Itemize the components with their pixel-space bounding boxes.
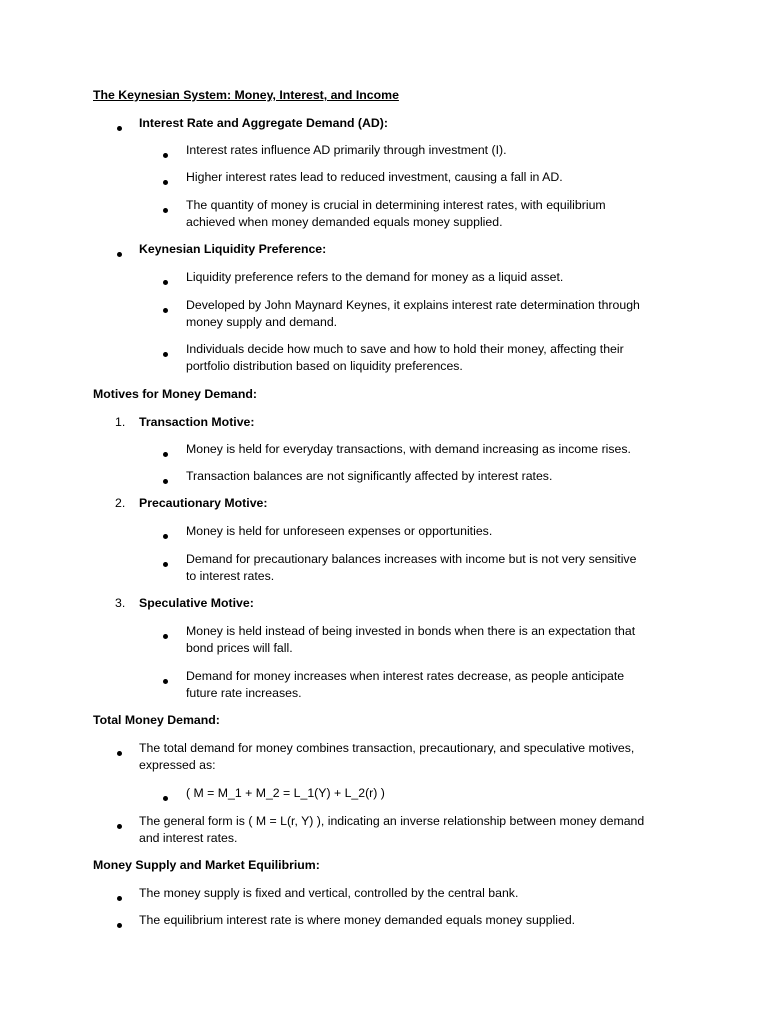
bullet-icon	[163, 301, 168, 318]
bullet-icon	[163, 445, 168, 462]
list-item: Higher interest rates lead to reduced investment, causing a fall in AD.	[186, 170, 563, 184]
list-item: The equilibrium interest rate is where money demanded equals money supplied.	[139, 913, 576, 927]
section-heading: Motives for Money Demand:	[93, 387, 257, 401]
bullet-icon	[163, 345, 168, 362]
list-item: The total demand for money combines transaction, precautionary, and speculative motives,	[139, 741, 635, 755]
list-item-continued: money supply and demand.	[186, 315, 338, 329]
bullet-icon	[117, 744, 122, 761]
list-item: The quantity of money is crucial in determining interest rates, with equilibrium	[186, 198, 606, 212]
list-number: 3.	[115, 596, 126, 610]
bullet-icon	[117, 916, 122, 933]
list-number: 2.	[115, 496, 126, 510]
list-item-continued: portfolio distribution based on liquidity preferences.	[186, 359, 463, 373]
list-item: Developed by John Maynard Keynes, it explains interest rate determination through	[186, 298, 640, 312]
section-heading: Interest Rate and Aggregate Demand (AD):	[139, 116, 388, 130]
list-item: Individuals decide how much to save and how to hold their money, affecting their	[186, 342, 624, 356]
bullet-icon	[163, 273, 168, 290]
bullet-icon	[163, 789, 168, 806]
list-item: Interest rates influence AD primarily through investment (I).	[186, 143, 507, 157]
section-heading: Money Supply and Market Equilibrium:	[93, 858, 320, 872]
list-item: Demand for precautionary balances increases with income but is not very sensitive	[186, 552, 637, 566]
list-item: Money is held for unforeseen expenses or opportunities.	[186, 524, 493, 538]
subsection-heading: Precautionary Motive:	[139, 496, 268, 510]
bullet-icon	[163, 555, 168, 572]
list-item-continued: expressed as:	[139, 758, 216, 772]
formula: ( M = M_1 + M_2 = L_1(Y) + L_2(r) )	[186, 786, 385, 800]
subsection-heading: Transaction Motive:	[139, 415, 255, 429]
list-item: Money is held for everyday transactions, with demand increasing as income rises.	[186, 442, 631, 456]
list-item-continued: achieved when money demanded equals money supplied.	[186, 215, 503, 229]
list-item: Money is held instead of being invested in bonds when there is an expectation that	[186, 624, 636, 638]
bullet-icon	[163, 201, 168, 218]
bullet-icon	[117, 817, 122, 834]
bullet-icon	[163, 472, 168, 489]
list-item: Transaction balances are not significantly affected by interest rates.	[186, 469, 553, 483]
list-item-continued: and interest rates.	[139, 831, 238, 845]
bullet-icon	[117, 119, 122, 136]
bullet-icon	[163, 627, 168, 644]
list-item-continued: to interest rates.	[186, 569, 275, 583]
subsection-heading: Speculative Motive:	[139, 596, 254, 610]
document-title: The Keynesian System: Money, Interest, and Income	[93, 88, 399, 102]
list-item: Demand for money increases when interest rates decrease, as people anticipate	[186, 669, 625, 683]
bullet-icon	[163, 173, 168, 190]
bullet-icon	[117, 889, 122, 906]
list-item-continued: bond prices will fall.	[186, 641, 293, 655]
bullet-icon	[163, 527, 168, 544]
list-item: The general form is ( M = L(r, Y) ), indicating an inverse relationship between money demand	[139, 814, 645, 828]
list-item: Liquidity preference refers to the demand for money as a liquid asset.	[186, 270, 564, 284]
list-number: 1.	[115, 415, 126, 429]
list-item: The money supply is fixed and vertical, controlled by the central bank.	[139, 886, 519, 900]
bullet-icon	[163, 146, 168, 163]
bullet-icon	[117, 245, 122, 262]
section-heading: Keynesian Liquidity Preference:	[139, 242, 327, 256]
bullet-icon	[163, 672, 168, 689]
list-item-continued: future rate increases.	[186, 686, 302, 700]
section-heading: Total Money Demand:	[93, 713, 220, 727]
